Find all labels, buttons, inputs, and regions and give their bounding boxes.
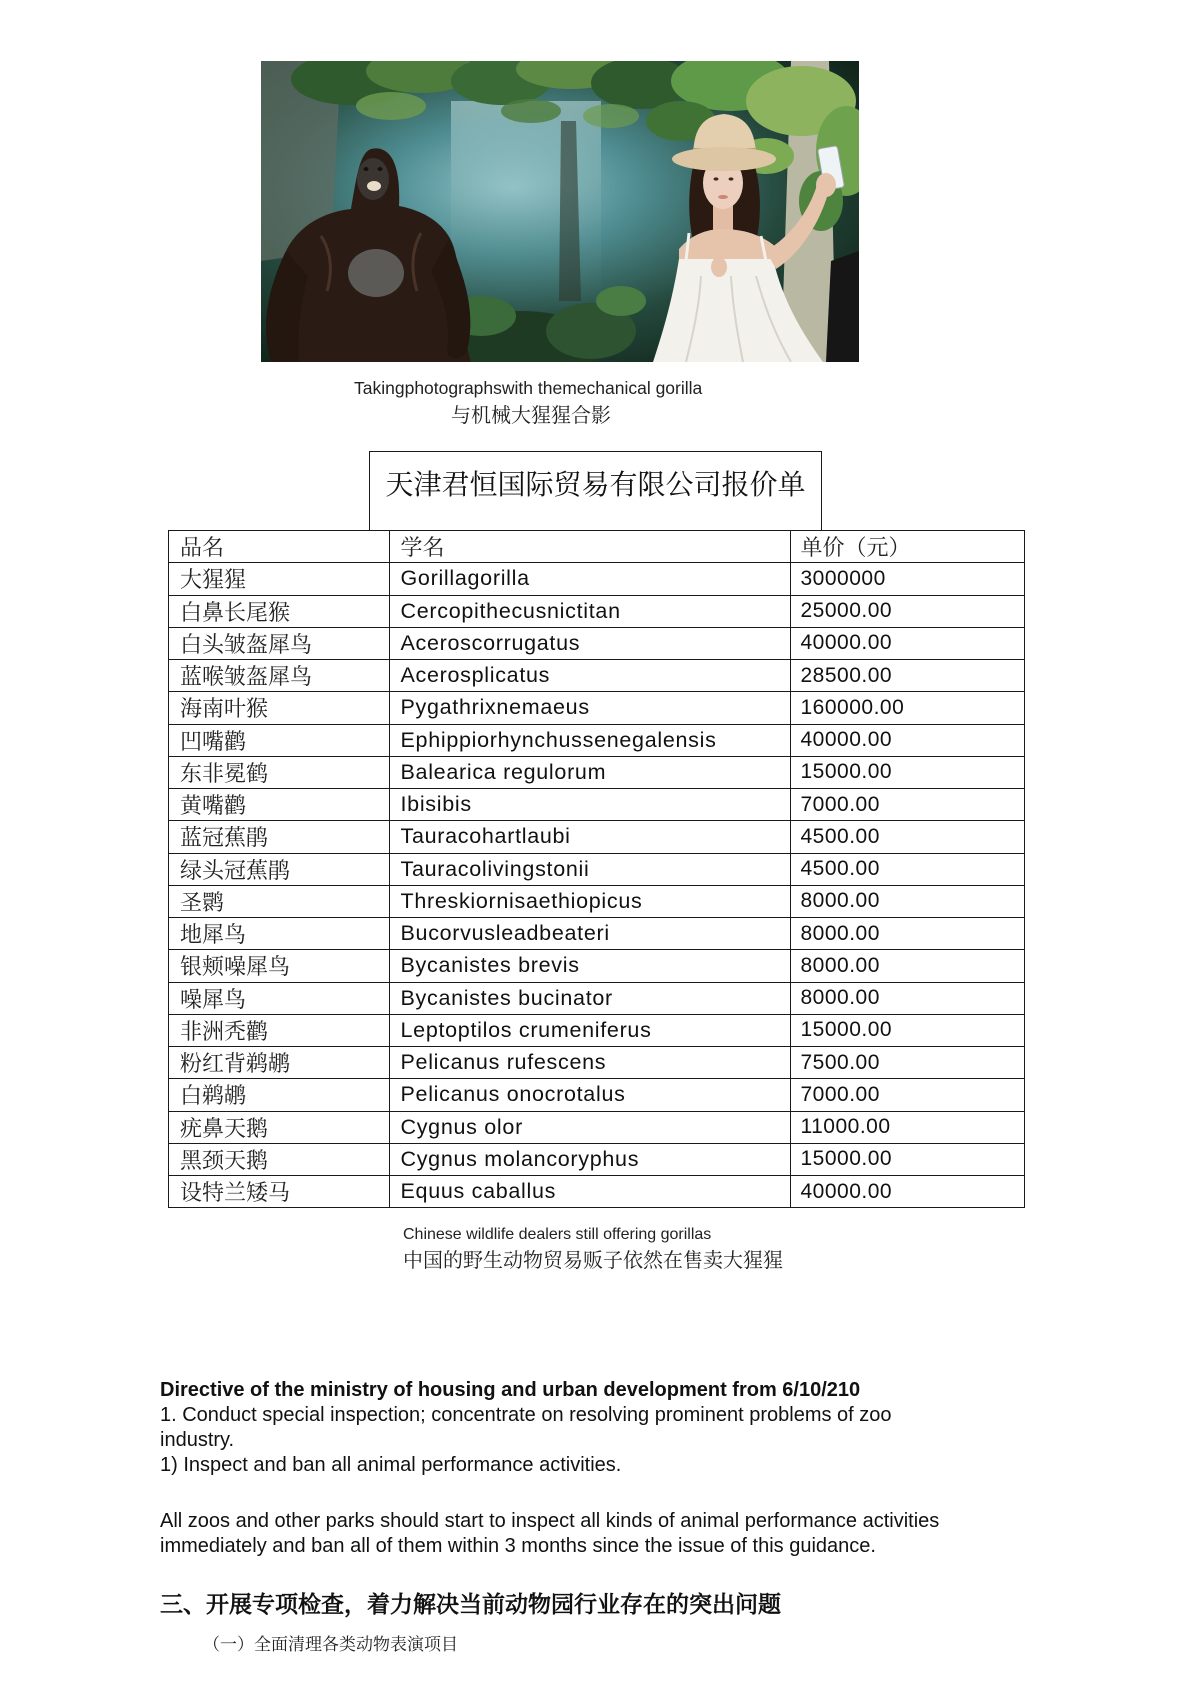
price-cell: 28500.00: [791, 660, 1025, 692]
table-row: [169, 660, 1025, 692]
table-row: [169, 1079, 1025, 1111]
common-name-cell: 黑颈天鹅: [169, 1144, 390, 1176]
scientific-name-cell: Bycanistes bucinator: [390, 983, 791, 1015]
table-row: [169, 596, 1025, 628]
scientific-name-cell: Pelicanus rufescens: [390, 1047, 791, 1079]
common-name-cell: 地犀鸟: [169, 918, 390, 950]
common-name-cell: 疣鼻天鹅: [169, 1112, 390, 1144]
photo-caption-en: Takingphotographswith themechanical gorilla: [354, 378, 703, 398]
table-row: [169, 1015, 1025, 1047]
price-cell: 8000.00: [791, 918, 1025, 950]
table-row: [169, 725, 1025, 757]
price-cell: 15000.00: [791, 1015, 1025, 1047]
chinese-directive-heading: 三、开展专项检查，着力解决当前动物园行业存在的突出问题: [160, 1592, 781, 1618]
common-name-cell: 白鹈鹕: [169, 1079, 390, 1111]
header-scientific-name: 学名: [390, 531, 791, 563]
price-cell: 40000.00: [791, 725, 1025, 757]
scientific-name-cell: Bycanistes brevis: [390, 950, 791, 982]
common-name-cell: 非洲秃鹳: [169, 1015, 390, 1047]
table-row: [169, 1176, 1025, 1208]
scientific-name-cell: Tauracohartlaubi: [390, 821, 791, 853]
scientific-name-cell: Pygathrixnemaeus: [390, 692, 791, 724]
scientific-name-cell: Cygnus molancoryphus: [390, 1144, 791, 1176]
common-name-cell: 凹嘴鹳: [169, 725, 390, 757]
price-cell: 4500.00: [791, 854, 1025, 886]
price-cell: 160000.00: [791, 692, 1025, 724]
table-row: [169, 886, 1025, 918]
price-cell: 8000.00: [791, 983, 1025, 1015]
directive-paragraph-line-2: immediately and ban all of them within 3 months since the issue of this guidance.: [160, 1535, 876, 1557]
price-cell: 7000.00: [791, 789, 1025, 821]
price-cell: 8000.00: [791, 886, 1025, 918]
price-cell: 40000.00: [791, 628, 1025, 660]
table-row: [169, 950, 1025, 982]
price-cell: 7500.00: [791, 1047, 1025, 1079]
table-row: [169, 983, 1025, 1015]
table-row: [169, 563, 1025, 595]
scientific-name-cell: Cygnus olor: [390, 1112, 791, 1144]
common-name-cell: 白头皱盔犀鸟: [169, 628, 390, 660]
common-name-cell: 东非冕鹤: [169, 757, 390, 789]
quote-title-box: [369, 451, 822, 530]
chinese-directive-subheading: （一）全面清理各类动物表演项目: [203, 1635, 458, 1655]
scientific-name-cell: Leptoptilos crumeniferus: [390, 1015, 791, 1047]
quote-title: 天津君恒国际贸易有限公司报价单: [385, 468, 806, 501]
price-cell: 40000.00: [791, 1176, 1025, 1208]
common-name-cell: 蓝冠蕉鹃: [169, 821, 390, 853]
common-name-cell: 圣鹮: [169, 886, 390, 918]
common-name-cell: 银颊噪犀鸟: [169, 950, 390, 982]
scientific-name-cell: Aceroscorrugatus: [390, 628, 791, 660]
scientific-name-cell: Tauracolivingstonii: [390, 854, 791, 886]
table-header-row: [169, 531, 1025, 563]
table-row: [169, 1047, 1025, 1079]
header-unit-price: 单价（元）: [791, 531, 1025, 563]
directive-point-1-1: 1) Inspect and ban all animal performance activities.: [160, 1454, 622, 1476]
photo-illustration: [261, 61, 859, 362]
scientific-name-cell: Ephippiorhynchussenegalensis: [390, 725, 791, 757]
scientific-name-cell: Ibisibis: [390, 789, 791, 821]
directive-paragraph-line-1: All zoos and other parks should start to inspect all kinds of animal performance activities: [160, 1510, 940, 1532]
table-row: [169, 789, 1025, 821]
scientific-name-cell: Balearica regulorum: [390, 757, 791, 789]
common-name-cell: 白鼻长尾猴: [169, 596, 390, 628]
scientific-name-cell: Acerosplicatus: [390, 660, 791, 692]
common-name-cell: 绿头冠蕉鹃: [169, 854, 390, 886]
price-table: [168, 530, 1025, 1208]
common-name-cell: 海南叶猴: [169, 692, 390, 724]
table-row: [169, 692, 1025, 724]
common-name-cell: 噪犀鸟: [169, 983, 390, 1015]
price-cell: 3000000: [791, 563, 1025, 595]
table-caption-zh: 中国的野生动物贸易贩子依然在售卖大猩猩: [403, 1248, 783, 1272]
scientific-name-cell: Gorillagorilla: [390, 563, 791, 595]
header-common-name: 品名: [169, 531, 390, 563]
scientific-name-cell: Threskiornisaethiopicus: [390, 886, 791, 918]
scientific-name-cell: Equus caballus: [390, 1176, 791, 1208]
directive-point-1-line-1: 1. Conduct special inspection; concentrate on resolving prominent problems of zoo: [160, 1404, 892, 1426]
price-cell: 15000.00: [791, 757, 1025, 789]
price-cell: 7000.00: [791, 1079, 1025, 1111]
price-cell: 15000.00: [791, 1144, 1025, 1176]
common-name-cell: 大猩猩: [169, 563, 390, 595]
table-row: [169, 757, 1025, 789]
background-figure: [826, 251, 859, 362]
directive-heading: Directive of the ministry of housing and urban development from 6/10/210: [160, 1379, 861, 1401]
price-cell: 11000.00: [791, 1112, 1025, 1144]
price-cell: 8000.00: [791, 950, 1025, 982]
price-cell: 4500.00: [791, 821, 1025, 853]
price-cell: 25000.00: [791, 596, 1025, 628]
directive-point-1-line-2: industry.: [160, 1429, 235, 1451]
common-name-cell: 粉红背鹈鹕: [169, 1047, 390, 1079]
common-name-cell: 设特兰矮马: [169, 1176, 390, 1208]
scientific-name-cell: Cercopithecusnictitan: [390, 596, 791, 628]
table-caption-en: Chinese wildlife dealers still offering gorillas: [403, 1226, 712, 1243]
common-name-cell: 黄嘴鹳: [169, 789, 390, 821]
table-row: [169, 1112, 1025, 1144]
table-row: [169, 918, 1025, 950]
table-row: [169, 854, 1025, 886]
table-row: [169, 628, 1025, 660]
photo-caption-zh: 与机械大猩猩合影: [451, 403, 611, 427]
common-name-cell: 蓝喉皱盔犀鸟: [169, 660, 390, 692]
gorilla-selfie-photo: [261, 61, 859, 362]
table-row: [169, 821, 1025, 853]
scientific-name-cell: Pelicanus onocrotalus: [390, 1079, 791, 1111]
table-row: [169, 1144, 1025, 1176]
scientific-name-cell: Bucorvusleadbeateri: [390, 918, 791, 950]
